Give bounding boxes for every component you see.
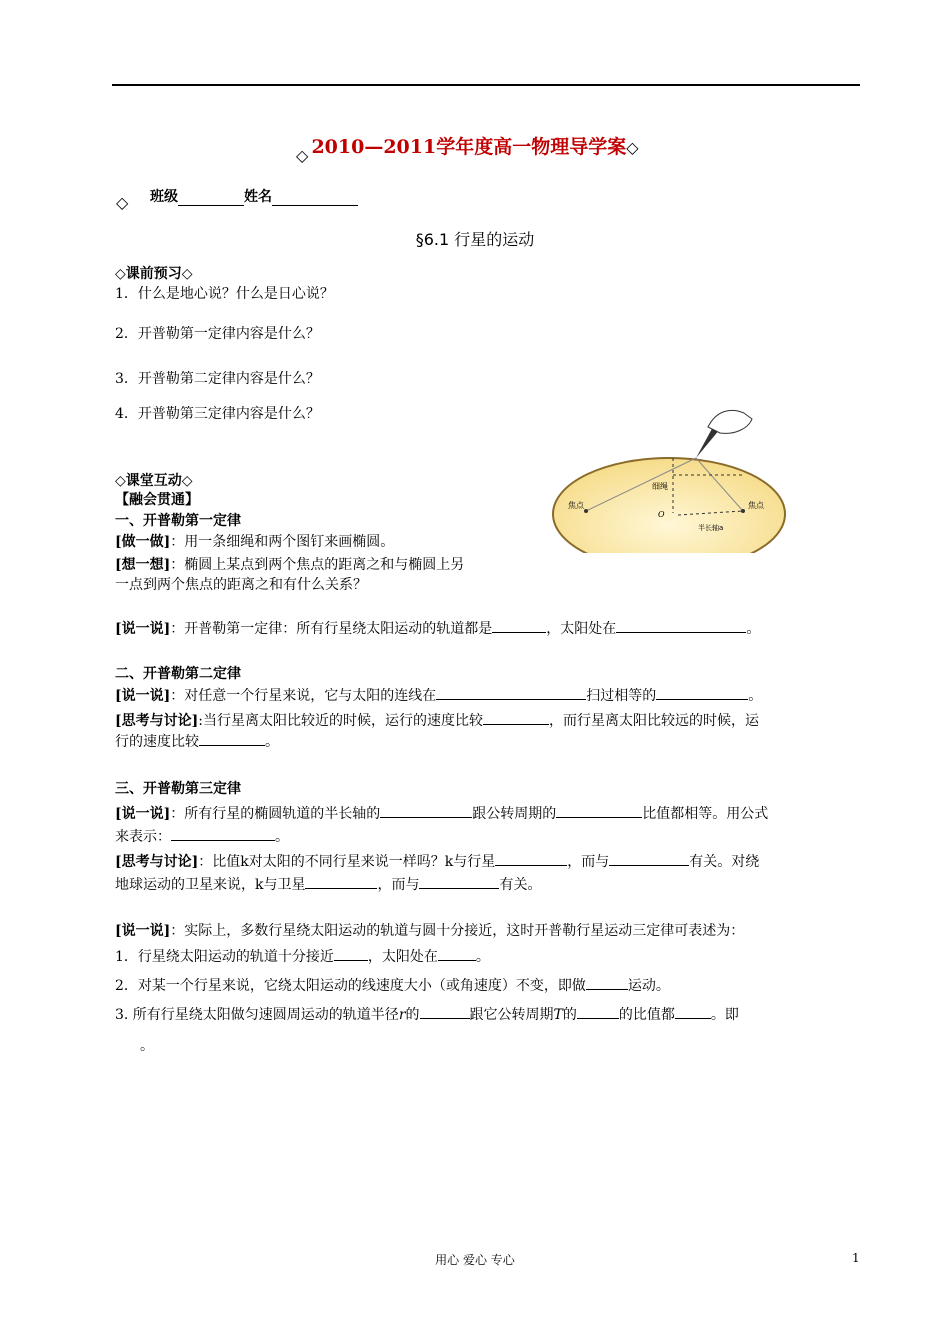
preview-question-2: 2．开普勒第一定律内容是什么？ <box>115 326 320 342</box>
answer-blank[interactable] <box>586 975 628 990</box>
answer-blank[interactable] <box>171 826 275 841</box>
law3-title: 三、开普勒第三定律 <box>115 781 241 797</box>
answer-blank[interactable] <box>495 851 567 866</box>
discuss3-line-2: 地球运动的卫星来说，k与卫星 ，而与 有关。 <box>115 874 541 894</box>
answer-blank[interactable] <box>656 685 748 700</box>
say3-line-1: [说一说]：所有行星的椭圆轨道的半长轴的 跟公转周期的 比值都相等。用公式 <box>115 803 768 823</box>
diamond-icon: ◇ <box>116 193 129 212</box>
section-title: §6.1 行星的运动 <box>415 230 535 249</box>
answer-blank[interactable] <box>609 851 689 866</box>
preview-question-3: 3．开普勒第二定律内容是什么？ <box>115 371 320 387</box>
discuss2-line-2: 行的速度比较 。 <box>115 731 279 751</box>
summary-item-3: 3. 所有行星绕太阳做匀速圆周运动的轨道半径r的 跟它公转周期T的 的比值都 。即 <box>115 1004 739 1024</box>
say2-line: [说一说]：对任意一个行星来说，它与太阳的连线在 扫过相等的 。 <box>115 685 762 705</box>
footer-motto: 用心 爱心 专心 <box>435 1253 515 1267</box>
discuss3-line-1: [思考与讨论]：比值k对太阳的不同行星来说一样吗？k与行星 ，而与 有关。对绕 <box>115 851 759 871</box>
think-line-1: [想一想]：椭圆上某点到两个焦点的距离之和与椭圆上另 <box>115 557 465 573</box>
focus-left-label: 焦点 <box>568 501 584 510</box>
answer-blank[interactable] <box>420 1004 470 1019</box>
say1-line: [说一说]：开普勒第一定律：所有行星绕太阳运动的轨道都是 ，太阳处在 。 <box>115 618 760 638</box>
ellipse-drawing-figure <box>548 403 790 553</box>
answer-blank[interactable] <box>577 1004 619 1019</box>
answer-blank[interactable] <box>436 685 586 700</box>
answer-blank[interactable] <box>483 710 549 725</box>
interaction-heading: ◇课堂互动◇ <box>115 473 193 489</box>
center-label: O <box>658 510 665 519</box>
summary-item-1: 1．行星绕太阳运动的轨道十分接近 ，太阳处在 。 <box>115 946 490 966</box>
law1-title: 一、开普勒第一定律 <box>115 513 241 529</box>
header-rule <box>112 84 860 86</box>
say4-line: [说一说]：实际上，多数行星绕太阳运动的轨道与圆十分接近，这时开普勒行星运动三定律可表述为： <box>115 923 745 939</box>
name-blank[interactable] <box>272 189 358 206</box>
answer-blank[interactable] <box>556 803 642 818</box>
page-number: 1 <box>852 1251 860 1265</box>
discuss2-line-1: [思考与讨论]:当行星离太阳比较近的时候，运行的速度比较 ，而行星离太阳比较远的时候，运 <box>115 710 759 730</box>
hand-pencil-icon <box>696 410 752 458</box>
do-line: [做一做]：用一条细绳和两个图钉来画椭圆。 <box>115 534 395 550</box>
focus-right-label: 焦点 <box>748 501 764 510</box>
page-title: 2010—2011学年度高一物理导学案◇ <box>311 136 639 158</box>
summary-item-3-end: 。 <box>140 1038 154 1054</box>
say3-line-2: 来表示： 。 <box>115 826 289 846</box>
answer-blank[interactable] <box>492 618 546 633</box>
answer-blank[interactable] <box>199 731 265 746</box>
preview-heading: ◇课前预习◇ <box>115 266 193 282</box>
preview-question-4: 4．开普勒第三定律内容是什么？ <box>115 406 320 422</box>
preview-question-1: 1．什么是地心说？什么是日心说？ <box>115 286 334 302</box>
summary-item-2: 2．对某一个行星来说，它绕太阳运动的线速度大小（或角速度）不变，即做 运动。 <box>115 975 670 995</box>
answer-blank[interactable] <box>380 803 472 818</box>
focus-left-dot <box>584 509 588 513</box>
class-blank[interactable] <box>178 189 244 206</box>
answer-blank[interactable] <box>675 1004 711 1019</box>
interaction-subheading: 【融会贯通】 <box>115 492 199 508</box>
diamond-icon: ◇ <box>626 138 639 157</box>
answer-blank[interactable] <box>305 874 377 889</box>
rope-label: 细绳 <box>652 482 668 491</box>
answer-blank[interactable] <box>616 618 746 633</box>
focus-right-dot <box>741 509 745 513</box>
law2-title: 二、开普勒第二定律 <box>115 666 241 682</box>
class-name-line: 班级 姓名 <box>150 186 358 206</box>
answer-blank[interactable] <box>419 874 499 889</box>
answer-blank[interactable] <box>438 946 476 961</box>
think-line-2: 一点到两个焦点的距离之和有什么关系？ <box>115 577 367 593</box>
answer-blank[interactable] <box>334 946 368 961</box>
semimajor-label: 半长轴a <box>698 524 724 532</box>
diamond-icon: ◇ <box>296 146 309 165</box>
